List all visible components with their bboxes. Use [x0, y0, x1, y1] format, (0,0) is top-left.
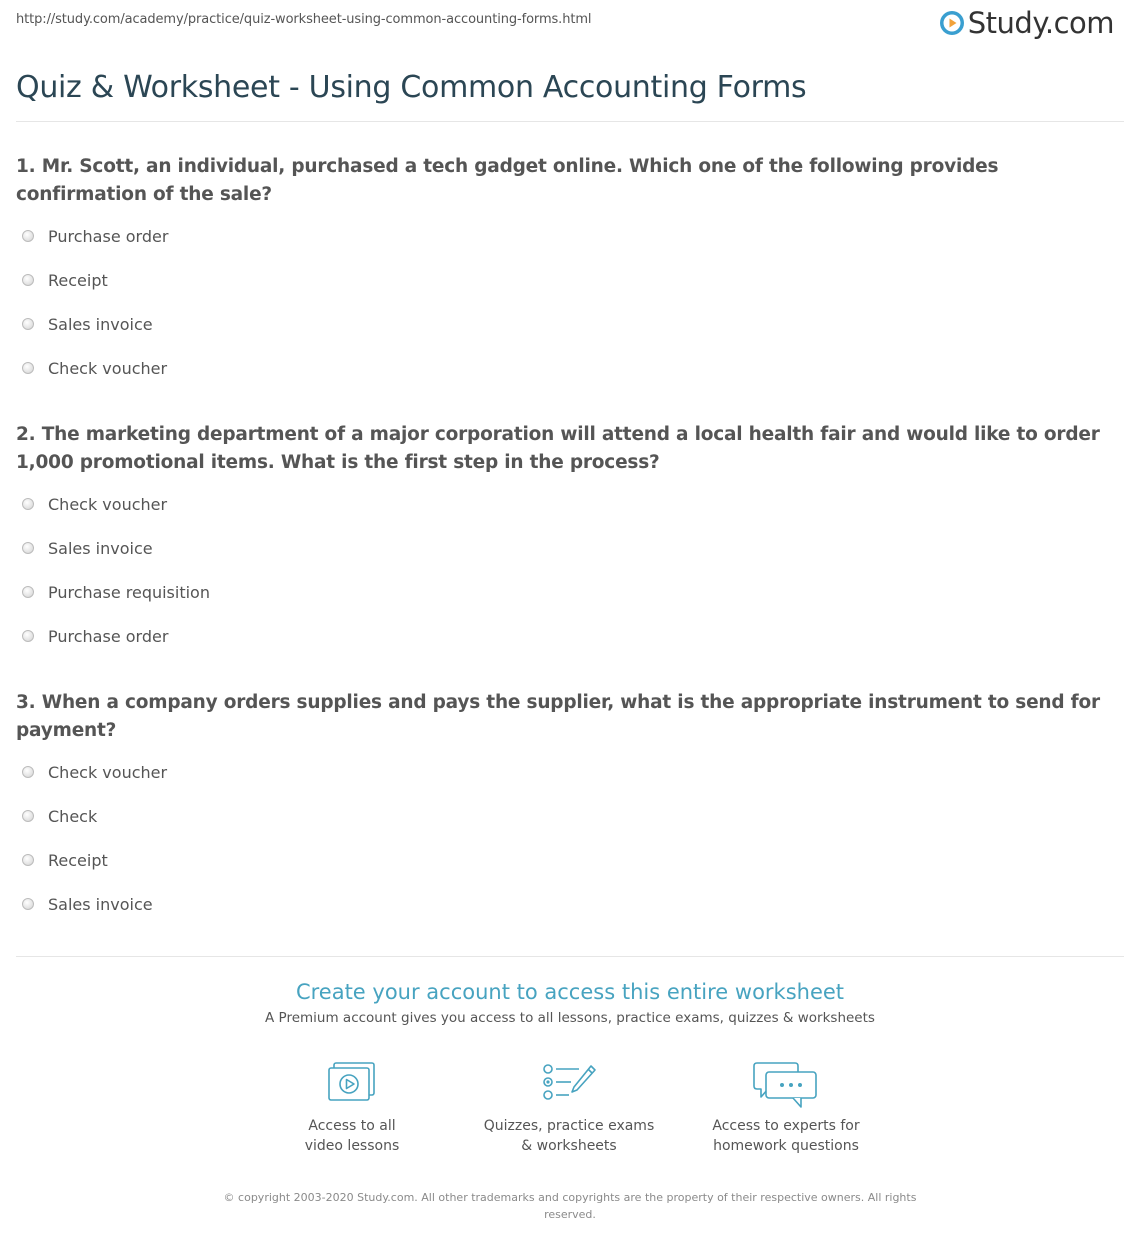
copyright-line: reserved.: [544, 1208, 596, 1221]
answer-option[interactable]: [22, 895, 153, 914]
option-label: Sales invoice: [48, 539, 153, 558]
option-label: Purchase order: [48, 227, 169, 246]
copyright-line: © copyright 2003-2020 Study.com. All other trademarks and copyrights are the property of their respective owners. All rights: [223, 1191, 917, 1204]
radio-button[interactable]: [22, 318, 34, 330]
radio-button[interactable]: [22, 498, 34, 510]
feature-line: Access to experts for: [712, 1118, 860, 1134]
option-label: Check voucher: [48, 495, 168, 514]
answer-option[interactable]: [22, 271, 108, 290]
radio-button[interactable]: [22, 362, 34, 374]
radio-button[interactable]: [22, 630, 34, 642]
answer-option[interactable]: [22, 583, 210, 602]
radio-button[interactable]: [22, 542, 34, 554]
radio-button[interactable]: [22, 586, 34, 598]
create-account-link[interactable]: Create your account to access this entire worksheet: [295, 980, 845, 1004]
copyright-notice: [210, 1189, 930, 1223]
option-label: Check voucher: [48, 359, 168, 378]
answer-option[interactable]: [22, 315, 153, 334]
title-divider: [16, 121, 1124, 122]
option-label: Receipt: [48, 851, 108, 870]
option-label: Check: [48, 807, 98, 826]
quiz-checklist-icon: [541, 1060, 597, 1106]
feature-line: Quizzes, practice exams: [483, 1118, 655, 1134]
page-url: http://study.com/academy/practice/quiz-worksheet-using-common-accounting-forms.html: [16, 12, 592, 27]
feature-line: homework questions: [713, 1138, 859, 1154]
option-label: Sales invoice: [48, 315, 153, 334]
premium-description: A Premium account gives you access to all lessons, practice exams, quizzes & worksheets: [265, 1010, 875, 1026]
answer-option[interactable]: [22, 763, 167, 782]
answer-option[interactable]: [22, 495, 167, 514]
option-label: Purchase order: [48, 627, 169, 646]
answer-option[interactable]: [22, 227, 168, 246]
page-title: Quiz & Worksheet - Using Common Accounting Forms: [16, 70, 807, 105]
radio-button[interactable]: [22, 766, 34, 778]
feature-video-lessons: [252, 1060, 452, 1156]
question-1: 1. Mr. Scott, an individual, purchased a tech gadget online. Which one of the following provides confirmation of the sale?: [16, 156, 999, 205]
video-lessons-icon: [326, 1060, 378, 1106]
answer-option[interactable]: [22, 359, 167, 378]
question-3: 3. When a company orders supplies and pays the supplier, what is the appropriate instrument to send for payment?: [16, 692, 1100, 741]
radio-button[interactable]: [22, 898, 34, 910]
option-label: Receipt: [48, 271, 108, 290]
option-label: Sales invoice: [48, 895, 153, 914]
play-logo-icon: [939, 10, 965, 36]
answer-option[interactable]: [22, 851, 108, 870]
answer-option[interactable]: [22, 627, 168, 646]
logo-text: Study.com: [967, 6, 1114, 40]
answer-option[interactable]: [22, 539, 153, 558]
feature-experts: [686, 1060, 886, 1156]
section-divider: [16, 956, 1124, 957]
answer-option[interactable]: [22, 807, 97, 826]
feature-line: video lessons: [304, 1138, 400, 1154]
chat-experts-icon: [753, 1060, 819, 1110]
study-logo[interactable]: [939, 6, 1114, 40]
feature-line: Access to all: [308, 1118, 396, 1134]
radio-button[interactable]: [22, 810, 34, 822]
feature-line: & worksheets: [521, 1138, 617, 1154]
radio-button[interactable]: [22, 274, 34, 286]
feature-quizzes: [469, 1060, 669, 1156]
question-2: 2. The marketing department of a major corporation will attend a local health fair and would like to order 1,000 promotional items. What is the first step in the process?: [16, 424, 1100, 473]
option-label: Check voucher: [48, 763, 168, 782]
option-label: Purchase requisition: [48, 583, 210, 602]
radio-button[interactable]: [22, 854, 34, 866]
radio-button[interactable]: [22, 230, 34, 242]
